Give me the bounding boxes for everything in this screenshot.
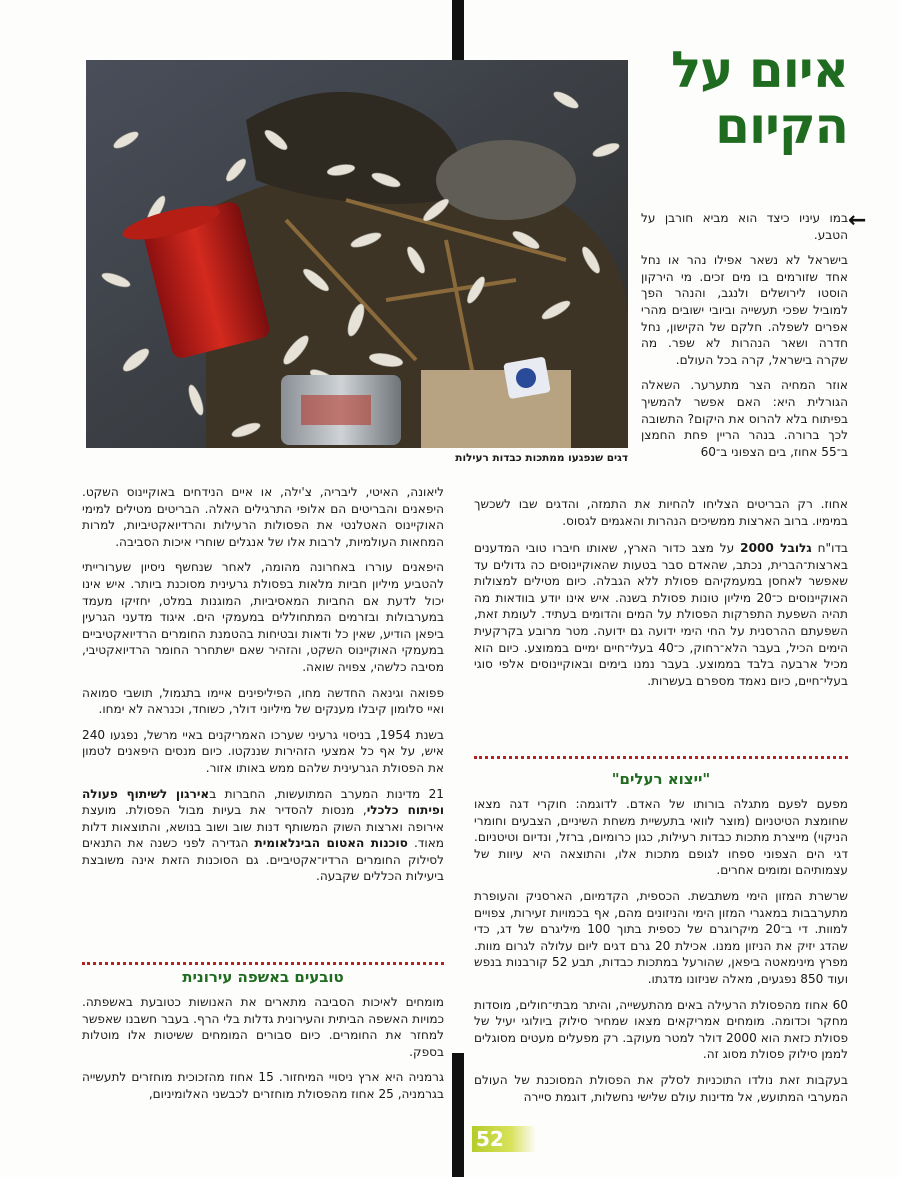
left-column <box>82 484 444 894</box>
section-heading: טובעים באשפה עירונית <box>182 968 344 986</box>
paragraph: שרשרת המזון הימי משתבשת. הכספית, הקדמיום, הארסניק והעופרת מתערבבות במאגרי המזון הימי והניזונים מהם, אף בכמויות זעירות, צפויים למוות. די ב־20 מיקרוגרם של כספית בתוך 100 מיליגרם של דג, כדי שהדג יזיק את הניזון ממנו. אכילת 20 גרם דגים ליום עלולה לגרום מוות. מפרץ מינימאטה ביפאן, שהורעל במתכות כבדות, תבע 52 קורבנות בנפש ועוד 850 נפגעים, מאלה שניזונו מדגתו. <box>474 888 848 986</box>
organization-name: אירגון לשיתוף פעולה ופיתוח כלכלי <box>82 786 444 818</box>
paragraph: היפאנים עוררו באחרונה מהומה, לאחר שנחשף ניסיון שערורייתי להטביע מיליון חביות מלאות בפסולת גרעינית מסוכנת ביותר. איש אינו יכול לדעת אם החביות המאסיביות, המוגנות במלט, יחזיקו מעמד במערבולות ובזרמים המתחוללים במעמקי הים. איגוד מדעני הגרעין ביפאן הודיע, שאין כל ודאות ובטיחות בהטמנת החומרים הרדיואקטיביים במעמקי האוקיינוס השקט, והזהיר שאם ישתחרר החומר הרדיואקטיבי, מסיבה כלשהי, צפויה שואה. <box>82 560 444 674</box>
poison-section <box>474 796 848 1114</box>
paragraph: 60 אחוז מהפסולת הרעילה באים מהתעשייה, והיתר מבתי־חולים, מוסדות מחקר וכדומה. מומחים אמריקאים מצאו שמחיר סילוק ביולוגי יעיל של פסולת כזאת הוא 2000 דולר למטר מעוקב. רק מפעלים מעטים מסוגלים לממן סילוק פסולת מסוג זה. <box>474 997 848 1062</box>
middle-column <box>474 540 848 698</box>
page-number-badge <box>472 1126 536 1152</box>
paragraph: במו עיניו כיצד הוא מביא חורבן על הטבע. <box>641 211 848 242</box>
section-heading: "ייצוא רעלים" <box>611 770 711 788</box>
arrow-left-icon: ← <box>848 208 867 233</box>
paragraph: בעקבות זאת נולדו התוכניות לסלק את הפסולת המסוכנת של העולם המערבי המתועש, אל מדינות עולם שלישי נחשלות, דוגמת סיירה <box>474 1072 848 1104</box>
bottom-divider-bar <box>452 1053 464 1177</box>
photo-illustration <box>86 60 628 448</box>
text-run: על מצב כדור הארץ, שאותו חיברו טובי המדענים בארצות־הברית, נכתב, שהאדם סבר בטעות שהאוקיינוסים כה גדולים עד שאפשר לאחסן במעמקיהם פסולת ללא הגבלה. כיום מטילים למצולות האוקיינוסים כ־20 מיליון טונות פסולת בשנה. איש אינו יודע בוודאות מה תהיה השפעת התפרקות הפסולת על המים והדומים בעתיד. לעומת זאת, השפעתם ההרסנית על החי הימי ידועה גם ידועה. מטר מרובע בקרקעית הימים הכיל, בעבר הלא־רחוק, כ־40 בעלי־חיים ימיים בממוצע. כיום הוא מכיל ארבעה בלבד בממוצע. בעבר נמנו בימים ובאוקיינוסים אלפי סוגי בעלי־חיים, כיום נאמד מספרם בעשרות. <box>474 541 848 688</box>
text-run: הגדירה לפני כשנה את התנאים לסילוק החומרים הרדיו־אקטיביים. גם הסוכנות הזאת אינה משובצת ביעילות הכללים שקבעה. <box>82 836 444 884</box>
paragraph: בשנת 1954, בניסוי גרעיני שערכו האמריקנים באיי מרשל, נפגעו 240 איש, על אף כל אמצעי הזהירות שננקטו. כיום מנסים היפאנים לטמון את הפסולת הגרעינית שלהם ממש באותו אזור. <box>82 727 444 775</box>
top-divider-bar <box>452 0 464 60</box>
report-name: גלובל 2000 <box>740 541 812 555</box>
right-column <box>641 210 848 460</box>
text-run: בדו"ח <box>811 541 848 555</box>
paragraph: מפעם לפעם מתגלה בורותו של האדם. לדוגמה: חוקרי דגה מצאו שחומצת הטיטניום (מוצר לוואי בתעשיית משחת השיניים, הצבעים וחומרי הניקוי) מייצרת מתכות כבדות רעילות, כגון כרומיום, ברזל, ונדיום וטיטניום. דגי הים הצפוני ספחו לגופם מתכות אלו, והתוצאה היא עיוות של עצמותיהם ומומים אחרים. <box>474 797 848 878</box>
paragraph: גרמניה היא ארץ ניסויי המיחזור. 15 אחוז מהזכוכית מוחזרים לתעשייה בגרמניה, 25 אחוז מהפסולת מוחזרים לכבשני האלומיניום, <box>82 1070 444 1101</box>
paragraph: ליאונה, האיטי, ליבריה, צ'ילה, או איים הנידחים באוקיינוס השקט. היפאנים והבריטים הם אלופי התרגילים האלה. הבריטים מטילים למימי האוקיינוס האטלנטי את הפסולות הרעילות והרדיואקטיביות, למרות המחאות העולמיות, לרבות אלו של אנגלים שוחרי איכות הסביבה. <box>82 485 444 549</box>
agency-name: סוכנות האטום הבינלאומית <box>254 836 408 851</box>
paragraph: אוזר המחיה הצר מתערער. השאלה הגורלית היא: האם אפשר להמשיך בפיתוח בלא להרוס את היקום? התשובה לכך ברורה. בנהר הריין פחת החמצן ב־55 אחוז, בים הצפוני ב־60 <box>641 378 848 459</box>
section-divider <box>474 756 848 759</box>
photo-caption: דגים שנפגעו ממתכות כבדות רעילות <box>455 452 628 464</box>
page-title: איום על הקיום <box>670 41 848 155</box>
text-run: 21 מדינות המערב המתועשות, החברות ב <box>209 786 444 801</box>
paragraph: פפואה וגינאה החדשה מחו, הפיליפינים איימו בתגמול, תושבי סמואה ואיי סלומון קיבלו מענקים של מיליוני דולר, כשוחד, וכנראה לא ימחו. <box>82 685 444 717</box>
recycle-section <box>82 994 444 1112</box>
text-run: , מנסות להסדיר את בעיות מבול הפסולת. מועצת אירופה וארצות השוק המשותף דנות שוב ושוב בנושא, והתוצאות דלות מאוד. <box>82 803 445 851</box>
paragraph <box>82 786 444 886</box>
dead-fish-photo <box>86 60 628 448</box>
paragraph <box>474 540 848 689</box>
paragraph: בישראל לא נשאר אפילו נהר או נחל אחד שזורמים בו מים זכים. מי הירקון הוסטו לירושלים ולנגב, והנהר הפך למוביל שפכי תעשייה וביובי ישובים מהרי אפרים לשפלה. חלקם של הקישון, נחל חדרה ושאר הנהרות לא שפר. מה שקרה בישראל, קרה בכל העולם. <box>641 253 848 367</box>
paragraph: אחוז. רק הבריטים הצליחו להחיות את התמזה, והדגים שבו לשכשך במימיו. ברוב הארצות ממשיכים הנהרות והאגמים לגסוס. <box>474 497 848 528</box>
continuation-block <box>474 496 848 538</box>
section-divider <box>82 962 444 965</box>
page-number: 52 <box>476 1127 504 1151</box>
paragraph: מומחים לאיכות הסביבה מתארים את האנושות כטובעת באשפתה. כמויות האשפה הביתית והעירונית גדלות בלי הרף. בעבר חשבנו שאפשר למחזר את החומרים. כיום סבורים המומחים ששיטות אלו מוטלות בספק. <box>82 995 444 1059</box>
